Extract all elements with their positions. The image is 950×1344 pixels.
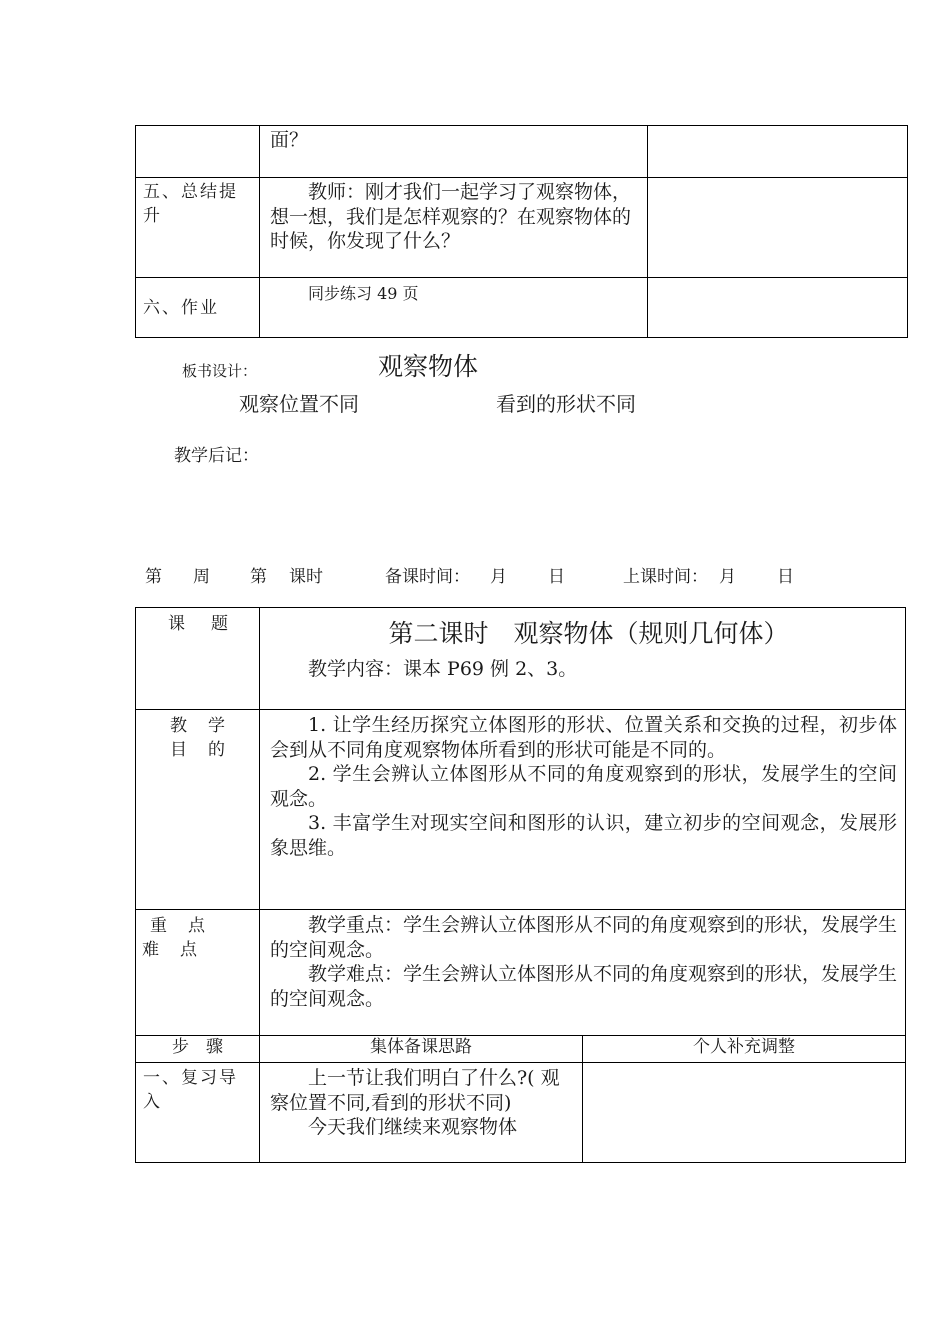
- class-time-label: 上课时间：: [623, 567, 708, 587]
- step-cell-empty: [136, 126, 260, 178]
- board-right-text: 看到的形状不同: [496, 392, 636, 416]
- goals-content-cell: [260, 710, 906, 910]
- week-label-a: 第: [145, 567, 162, 587]
- step-label-homework: 六、作业: [143, 298, 219, 318]
- topic-label: [136, 608, 259, 636]
- key-point-text: 教学重点：学生会辨认立体图形从不同的角度观察到的形状，发展学生的空间观念。: [270, 914, 898, 961]
- goals-label-line-1: 教 学: [170, 716, 227, 736]
- lesson-plan-table: [135, 607, 906, 1163]
- review-step-label: 一、复习导入: [143, 1068, 238, 1112]
- summary-text: 教师：刚才我们一起学习了观察物体，想一想，我们是怎样观察的？在观察物体的时候，你发现了什么？: [270, 181, 632, 252]
- class-month: 月: [719, 567, 736, 587]
- goals-label-line-2: 目 的: [170, 740, 227, 760]
- key-label-line-1: 重 点: [150, 916, 207, 936]
- review-step-cell: [136, 1063, 260, 1163]
- goals-label-cell: [136, 710, 260, 910]
- review-adjust-cell: [583, 1063, 906, 1163]
- topic-label-char-2: 题: [211, 614, 230, 634]
- key-difficulty-label: [136, 910, 259, 962]
- goals-label: [136, 710, 259, 762]
- review-text-1: 上一节让我们明白了什么?( 观察位置不同,看到的形状不同): [270, 1067, 560, 1114]
- board-design-label: 板书设计：: [182, 362, 258, 380]
- header-collective: 集体备课思路: [260, 1036, 583, 1063]
- content-cell: [260, 126, 648, 178]
- header-step: 步 骤: [136, 1036, 260, 1063]
- period-label-a: 第: [250, 567, 267, 587]
- content-cell: [260, 178, 648, 278]
- topic-content: 教学内容：课本 P69 例 2、3。: [308, 658, 578, 680]
- review-content-cell: [260, 1063, 583, 1163]
- adjust-cell: [648, 126, 908, 178]
- adjust-cell: [648, 178, 908, 278]
- homework-text: 同步练习 49 页: [308, 284, 419, 303]
- topic-label-char-1: 课: [168, 614, 187, 634]
- board-left-text: 观察位置不同: [239, 392, 359, 416]
- topic-title: 第二课时 观察物体（规则几何体）: [388, 619, 789, 648]
- goal-item-3: 3. 丰富学生对现实空间和图形的认识，建立初步的空间观念，发展形象思维。: [270, 812, 897, 859]
- step-label-summary: 五、总结提升: [143, 182, 238, 226]
- class-day: 日: [777, 567, 794, 587]
- header-personal: 个人补充调整: [583, 1036, 906, 1063]
- key-content-cell: [260, 910, 906, 1036]
- topic-content-cell: [260, 608, 906, 710]
- period-label-b: 课时: [289, 567, 323, 587]
- adjust-cell: [648, 278, 908, 338]
- goal-item-2: 2. 学生会辨认立体图形从不同的角度观察到的形状，发展学生的空间观念。: [270, 763, 897, 810]
- week-label-b: 周: [193, 567, 210, 587]
- topic-label-cell: [136, 608, 260, 710]
- afterword-label: 教学后记：: [174, 446, 259, 466]
- difficult-point-text: 教学难点：学生会辨认立体图形从不同的角度观察到的形状，发展学生的空间观念。: [270, 963, 898, 1010]
- lesson-table-continued: [135, 125, 908, 338]
- prep-day: 日: [548, 567, 565, 587]
- prep-time-label: 备课时间：: [385, 567, 470, 587]
- step-cell: [136, 278, 260, 338]
- content-cell: [260, 278, 648, 338]
- board-title: 观察物体: [378, 352, 479, 381]
- content-text: 面？: [270, 129, 309, 151]
- key-label-cell: [136, 910, 260, 1036]
- prep-month: 月: [490, 567, 507, 587]
- step-cell: [136, 178, 260, 278]
- key-label-line-2: 难 点: [142, 940, 199, 960]
- review-text-2: 今天我们继续来观察物体: [308, 1116, 518, 1138]
- goal-item-1: 1. 让学生经历探究立体图形的形状、位置关系和交换的过程，初步体会到从不同角度观察物体所看到的形状可能是不同的。: [270, 714, 897, 761]
